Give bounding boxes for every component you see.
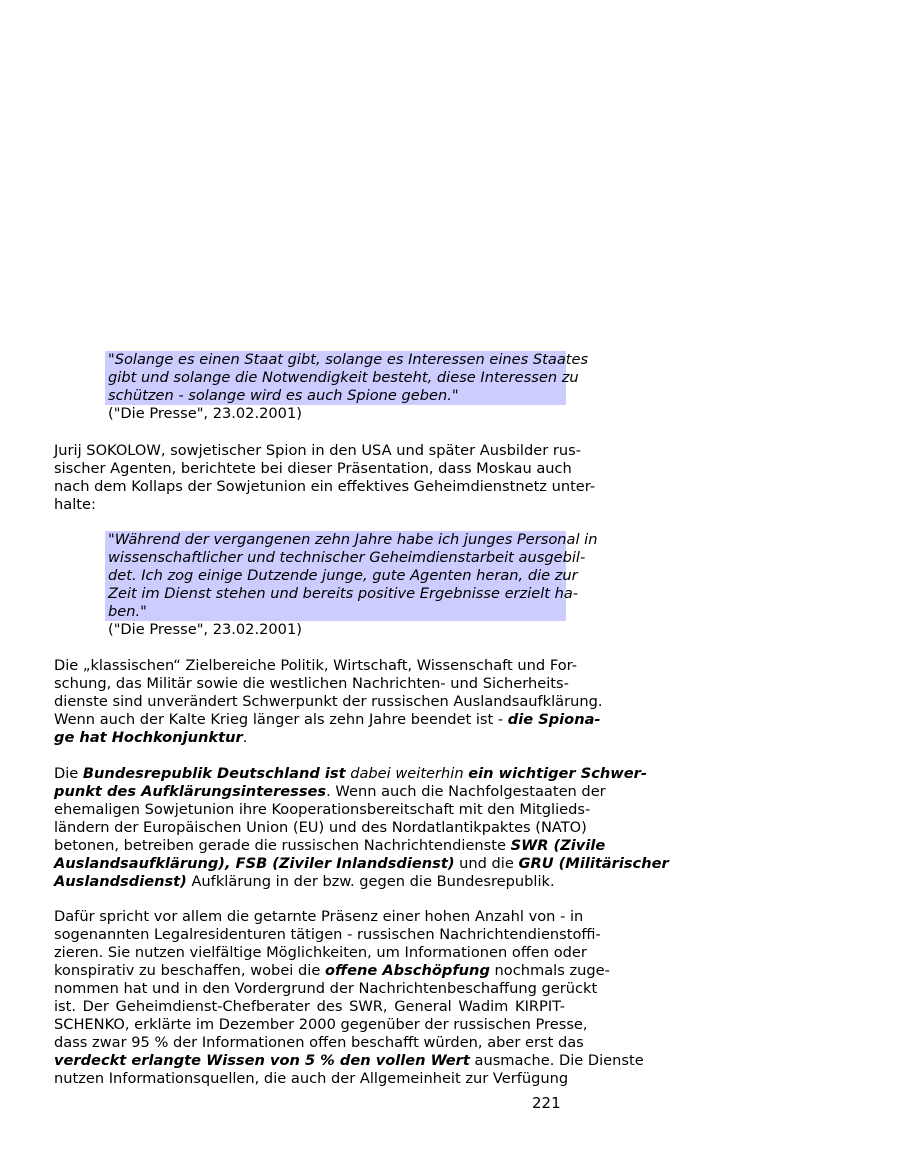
text-line: Jurij SOKOLOW, sowjetischer Spion in den USA und später Ausbilder rus- bbox=[54, 442, 581, 459]
paragraph-4 bbox=[54, 908, 644, 1088]
quote-line: det. Ich zog einige Dutzende junge, gute Agenten heran, die zur bbox=[105, 567, 566, 585]
text-line bbox=[54, 729, 565, 747]
text-segment: konspirativ zu beschaffen, wobei die bbox=[54, 962, 325, 979]
quote-line: ben." bbox=[105, 603, 566, 621]
emphasis-text: ge hat Hochkonjunktur bbox=[54, 729, 243, 746]
quote-source: ("Die Presse", 23.02.2001) bbox=[108, 621, 302, 638]
text-line: ländern der Europäischen Union (EU) und des Nordatlantikpaktes (NATO) bbox=[54, 819, 587, 836]
paragraph-2 bbox=[54, 657, 603, 747]
text-segment: Die bbox=[54, 765, 83, 782]
text-line bbox=[54, 711, 601, 729]
text-segment: nochmals zuge- bbox=[489, 962, 610, 979]
text-line bbox=[54, 783, 606, 801]
text-line: schung, das Militär sowie die westlichen Nachrichten- und Sicherheits- bbox=[54, 675, 569, 692]
text-line: nutzen Informationsquellen, die auch der Allgemeinheit zur Verfügung bbox=[54, 1070, 569, 1087]
text-line: SCHENKO, erklärte im Dezember 2000 gegenüber der russischen Presse, bbox=[54, 1016, 588, 1033]
text-line: ehemaligen Sowjetunion ihre Kooperationsbereitschaft mit den Mitglieds- bbox=[54, 801, 591, 818]
text-line: sischer Agenten, berichtete bei dieser Präsentation, dass Moskau auch bbox=[54, 460, 572, 477]
text-line: Die „klassischen“ Zielbereiche Politik, Wirtschaft, Wissenschaft und For- bbox=[54, 657, 577, 674]
text-line: nommen hat und in den Vordergrund der Nachrichtenbeschaffung gerückt bbox=[54, 980, 598, 997]
quote-text bbox=[105, 531, 598, 621]
quote-source: ("Die Presse", 23.02.2001) bbox=[108, 405, 302, 422]
quote-line: wissenschaftlicher und technischer Geheimdienstarbeit ausgebil- bbox=[105, 549, 566, 567]
italic-text: dabei weiterhin bbox=[345, 765, 469, 782]
text-line bbox=[54, 1052, 644, 1070]
text-line: sogenannten Legalresidenturen tätigen - russischen Nachrichtendienstoffi- bbox=[54, 926, 601, 943]
text-line bbox=[54, 873, 565, 891]
emphasis-text: ein wichtiger Schwer- bbox=[468, 765, 647, 782]
quote-block-2 bbox=[105, 531, 598, 639]
page-number: 221 bbox=[532, 1094, 561, 1112]
text-line: dass zwar 95 % der Informationen offen beschafft würden, aber erst das bbox=[54, 1034, 584, 1051]
quote-line: "Solange es einen Staat gibt, solange es Interessen eines Staates bbox=[105, 351, 566, 369]
text-segment: ausmache. Die Dienste bbox=[469, 1052, 644, 1069]
emphasis-text: Auslandsaufklärung), FSB (Ziviler Inlandsdienst) bbox=[54, 855, 455, 872]
emphasis-text: verdeckt erlangte Wissen von 5 % den vollen Wert bbox=[54, 1052, 470, 1069]
text-segment: und die bbox=[454, 855, 519, 872]
text-segment: Aufklärung in der bzw. gegen die Bundesrepublik. bbox=[186, 873, 555, 890]
quote-line: "Während der vergangenen zehn Jahre habe ich junges Personal in bbox=[105, 531, 566, 549]
text-segment: . bbox=[242, 729, 248, 746]
emphasis-text: SWR (Zivile bbox=[510, 837, 606, 854]
emphasis-text: GRU (Militärischer bbox=[518, 855, 669, 872]
emphasis-text: punkt des Aufklärungsinteresses bbox=[54, 783, 327, 800]
text-line: dienste sind unverändert Schwerpunkt der russischen Auslandsaufklärung. bbox=[54, 693, 603, 710]
quote-line: gibt und solange die Notwendigkeit besteht, diese Interessen zu bbox=[105, 369, 566, 387]
quote-block-1 bbox=[105, 351, 589, 423]
emphasis-text: die Spiona- bbox=[507, 711, 601, 728]
text-line bbox=[54, 837, 606, 855]
text-line bbox=[54, 765, 647, 783]
text-line: nach dem Kollaps der Sowjetunion ein effektives Geheimdienstnetz unter- bbox=[54, 478, 596, 495]
text-line: Dafür spricht vor allem die getarnte Präsenz einer hohen Anzahl von - in bbox=[54, 908, 584, 925]
text-line: zieren. Sie nutzen vielfältige Möglichkeiten, um Informationen offen oder bbox=[54, 944, 587, 961]
paragraph-3 bbox=[54, 765, 669, 891]
text-line bbox=[54, 855, 669, 873]
emphasis-text: Bundesrepublik Deutschland ist bbox=[82, 765, 346, 782]
text-line bbox=[54, 962, 610, 980]
text-segment: Wenn auch der Kalte Krieg länger als zehn Jahre beendet ist - bbox=[54, 711, 508, 728]
quote-line: Zeit im Dienst stehen und bereits positive Ergebnisse erzielt ha- bbox=[105, 585, 566, 603]
emphasis-text: offene Abschöpfung bbox=[324, 962, 490, 979]
quote-line: schützen - solange wird es auch Spione geben." bbox=[105, 387, 566, 405]
quote-text bbox=[105, 351, 589, 405]
emphasis-text: Auslandsdienst) bbox=[54, 873, 187, 890]
text-line: halte: bbox=[54, 496, 96, 513]
text-segment: . Wenn auch die Nachfolgestaaten der bbox=[326, 783, 606, 800]
text-segment: betonen, betreiben gerade die russischen Nachrichtendienste bbox=[54, 837, 511, 854]
paragraph-1 bbox=[54, 442, 596, 514]
text-line: ist. Der Geheimdienst-Chefberater des SWR, General Wadim KIRPIT- bbox=[54, 998, 565, 1015]
